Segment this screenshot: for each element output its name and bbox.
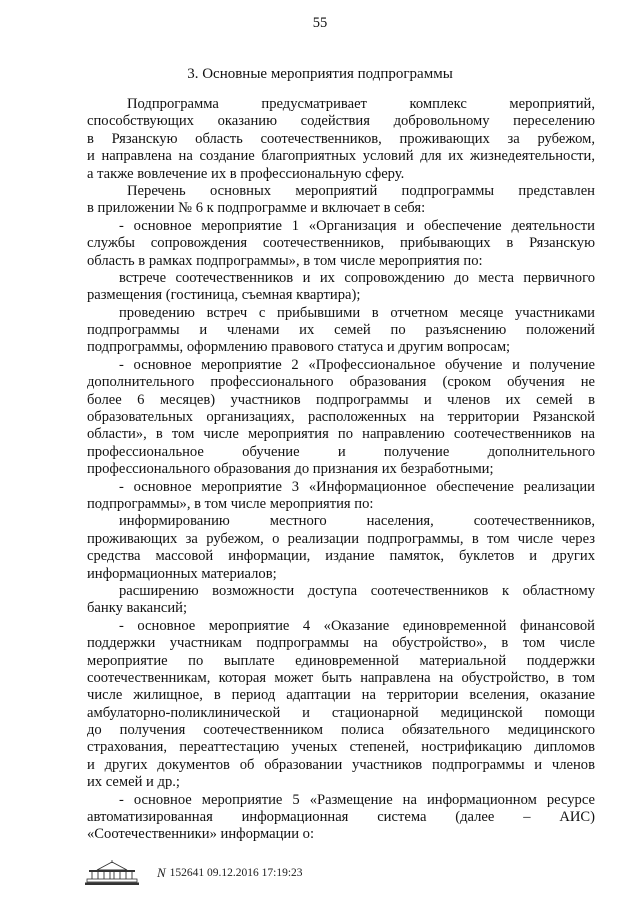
stamp-number-mark: N — [157, 865, 166, 880]
text-line: образовательных организациях, расположенных на территории Рязанской — [87, 409, 595, 426]
stamp-identifier — [157, 865, 303, 881]
text-line: - основное мероприятие 4 «Оказание единовременной финансовой — [119, 617, 595, 634]
text-line: в Рязанскую область соотечественников, проживающих за рубежом, — [87, 130, 595, 147]
text-line: автоматизированная информационная система (далее – АИС) — [87, 809, 595, 826]
text-line: амбулаторно-поликлинической и стационарной медицинской помощи — [87, 704, 595, 721]
text-line: числе жилищное, в период адаптации на территории вселения, оказание — [87, 687, 595, 704]
text-line: более 6 месяцев) участников подпрограммы и членов их семей в — [87, 391, 595, 408]
text-line: соотечественникам, которая может быть направлена на обустройство, в том — [87, 669, 595, 686]
text-line: и других документов об образовании участников подпрограммы и членов — [87, 756, 595, 773]
text-line: - основное мероприятие 3 «Информационное обеспечение реализации — [119, 478, 595, 495]
text-line: дополнительного профессионального образования (сроком обучения не — [87, 374, 595, 391]
text-line: информационных материалов; — [87, 565, 277, 582]
text-line: встрече соотечественников и их сопровождению до места первичного — [119, 269, 595, 286]
text-line: - основное мероприятие 1 «Организация и обеспечение деятельности — [119, 217, 595, 234]
text-line: способствующих оказанию содействия добровольному переселению — [87, 113, 595, 130]
text-line: область в рамках подпрограммы», в том числе мероприятия по: — [87, 252, 483, 269]
text-line: страхования, переаттестацию ученых степеней, нострификацию дипломов — [87, 739, 595, 756]
text-line: а также вовлечение их в профессиональную сферу. — [87, 165, 405, 182]
stamp-number-date: 152641 09.12.2016 17:19:23 — [169, 867, 303, 879]
text-line: средства массовой информации, издание памяток, буклетов и других — [87, 548, 595, 565]
body-text — [87, 96, 595, 844]
text-line: их семей и др.; — [87, 774, 180, 791]
document-stamp — [83, 858, 303, 888]
text-line: Подпрограмма предусматривает комплекс мероприятий, — [127, 96, 595, 112]
page-number: 55 — [312, 15, 328, 31]
text-line: мероприятие по выплате единовременной материальной поддержки — [87, 652, 595, 669]
text-line: расширению возможности доступа соотечественников к областному — [119, 582, 595, 599]
section-title: 3. Основные мероприятия подпрограммы — [187, 66, 453, 82]
text-line: информированию местного населения, соотечественников, — [119, 513, 595, 530]
text-line: профессиональное обучение и получение дополнительного — [87, 443, 595, 460]
text-line: подпрограммы и членами их семей по разъяснению положений — [87, 322, 595, 339]
text-line: банку вакансий; — [87, 600, 188, 617]
text-line: подпрограммы, оформлению правового статуса и другим вопросам; — [87, 339, 511, 356]
text-line: Перечень основных мероприятий подпрограммы представлен — [127, 182, 595, 199]
text-line: области», в том числе мероприятия по направлению соотечественников на — [87, 426, 595, 443]
text-line: и направлена на создание благоприятных условий для их жизнедеятельности, — [87, 148, 595, 165]
text-line: до получения соотечественником полиса обязательного медицинского — [87, 722, 595, 739]
text-line: подпрограммы», в том числе мероприятия по: — [87, 495, 374, 512]
text-line: «Соотечественники» информации о: — [87, 826, 315, 843]
text-line: поддержки участникам подпрограммы на обустройство», в том числе — [87, 635, 595, 652]
text-line: - основное мероприятие 2 «Профессиональное обучение и получение — [119, 356, 595, 373]
text-line: размещения (гостиница, съемная квартира); — [87, 287, 361, 304]
text-line: в приложении № 6 к подпрограмме и включает в себя: — [87, 200, 426, 217]
text-line: проживающих за рубежом, о реализации подпрограммы, в том числе через — [87, 530, 595, 547]
text-line: службы сопровождения соотечественников, прибывающих в Рязанскую — [87, 235, 595, 252]
text-line: - основное мероприятие 5 «Размещение на информационном ресурсе — [119, 791, 595, 808]
text-line: профессионального образования до признания их безработными; — [87, 461, 494, 478]
government-building-icon — [83, 860, 141, 886]
text-line: проведению встреч с прибывшими в отчетном месяце участниками — [119, 304, 595, 321]
